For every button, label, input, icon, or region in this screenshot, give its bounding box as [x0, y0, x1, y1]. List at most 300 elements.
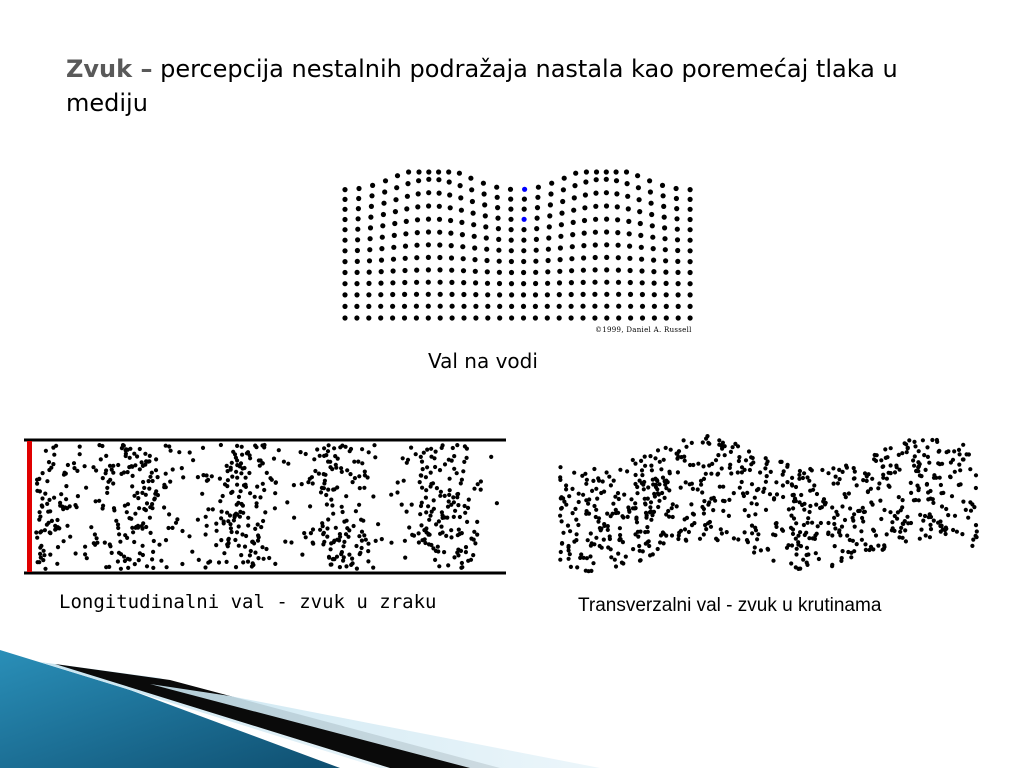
water-particle: [569, 315, 574, 320]
air-particles: [34, 443, 499, 571]
solid-particle: [959, 482, 963, 486]
solid-particle: [843, 518, 847, 522]
air-particle: [330, 503, 334, 507]
water-particle: [535, 205, 540, 210]
air-particle: [125, 510, 129, 514]
solid-particle: [774, 525, 778, 529]
air-particle: [396, 480, 400, 484]
solid-particle: [974, 473, 978, 477]
solid-particle: [888, 510, 892, 514]
air-particle: [438, 468, 442, 472]
water-particle: [638, 221, 643, 226]
water-particle: [521, 270, 526, 275]
water-particle: [449, 292, 454, 297]
water-particle: [355, 227, 360, 232]
water-particle: [426, 255, 431, 260]
air-particle: [449, 535, 453, 539]
transverse-wave-caption: Transverzalni val - zvuk u krutinama: [578, 595, 882, 616]
air-particle: [181, 475, 185, 479]
air-particle: [292, 483, 296, 487]
slide-title: [66, 52, 966, 120]
solid-particle: [918, 513, 922, 517]
solid-particle: [655, 487, 659, 491]
solid-particle: [720, 447, 724, 451]
water-particle: [468, 176, 473, 181]
water-particle: [649, 201, 654, 206]
air-particle: [76, 494, 80, 498]
air-particle: [329, 541, 333, 545]
air-particle: [38, 552, 42, 556]
air-particle: [455, 471, 459, 475]
air-particle: [129, 517, 133, 521]
solid-particle: [970, 544, 974, 548]
solid-particle: [921, 519, 925, 523]
water-particle: [404, 219, 409, 224]
solid-particle: [861, 478, 865, 482]
water-particle: [521, 248, 526, 253]
solid-particle: [890, 520, 894, 524]
solid-particle: [859, 529, 863, 533]
water-particle: [415, 204, 420, 209]
air-particle: [262, 557, 266, 561]
air-particle: [141, 544, 145, 548]
solid-particle: [661, 476, 665, 480]
water-particle: [580, 304, 585, 309]
air-particle: [325, 535, 329, 539]
air-particle: [89, 525, 93, 529]
water-particle: [637, 209, 642, 214]
solid-particle: [621, 540, 625, 544]
solid-particle: [622, 493, 626, 497]
solid-particle: [879, 517, 883, 521]
solid-particle: [716, 472, 720, 476]
solid-particle: [696, 487, 700, 491]
air-particle: [104, 471, 108, 475]
solid-particle: [652, 492, 656, 496]
water-particle: [676, 292, 681, 297]
air-particle: [312, 457, 316, 461]
air-particle: [357, 534, 361, 538]
air-particle: [425, 448, 429, 452]
water-particle: [675, 248, 680, 253]
water-particle: [664, 292, 669, 297]
water-particle: [368, 225, 373, 230]
solid-particle: [728, 466, 732, 470]
water-particle: [394, 185, 399, 190]
solid-particle: [812, 483, 816, 487]
solid-particle: [899, 508, 903, 512]
solid-particle: [966, 516, 970, 520]
air-particle: [222, 519, 226, 523]
air-particle: [348, 449, 352, 453]
air-particle: [105, 491, 109, 495]
water-particle: [688, 304, 693, 309]
solid-particle: [558, 514, 562, 518]
solid-particle: [911, 458, 915, 462]
solid-particle: [802, 508, 806, 512]
solid-particle: [826, 531, 830, 535]
solid-particle: [643, 530, 647, 534]
air-particle: [347, 553, 351, 557]
water-particle: [573, 171, 578, 176]
water-particle: [640, 315, 645, 320]
water-particle: [688, 292, 693, 297]
solid-particle: [855, 483, 859, 487]
solid-particle: [643, 464, 647, 468]
solid-particle: [905, 515, 909, 519]
solid-particle: [685, 516, 689, 520]
water-particle: [582, 231, 587, 236]
air-particle: [147, 487, 151, 491]
water-particle: [416, 178, 421, 183]
solid-particle: [709, 472, 713, 476]
solid-particle: [606, 524, 610, 528]
solid-particle: [919, 528, 923, 532]
air-particle: [151, 479, 155, 483]
air-particle: [229, 468, 233, 472]
air-particle: [409, 446, 413, 450]
air-particle: [249, 549, 253, 553]
solid-particle: [805, 563, 809, 567]
solid-particle: [575, 532, 579, 536]
air-particle: [140, 460, 144, 464]
solid-particle: [903, 441, 907, 445]
solid-particle: [664, 534, 668, 538]
solid-particle: [833, 526, 837, 530]
solid-particle: [885, 532, 889, 536]
water-particle: [561, 187, 566, 192]
solid-particle: [633, 506, 637, 510]
water-particle: [414, 280, 419, 285]
air-particle: [108, 542, 112, 546]
air-particle: [421, 467, 425, 471]
air-particle: [400, 503, 404, 507]
solid-particle: [738, 486, 742, 490]
air-particle: [424, 496, 428, 500]
longitudinal-wave-caption: Longitudinalni val - zvuk u zraku: [59, 591, 437, 613]
solid-particle: [901, 498, 905, 502]
air-particle: [444, 534, 448, 538]
water-particle: [628, 304, 633, 309]
air-particle: [148, 516, 152, 520]
air-particle: [428, 514, 432, 518]
solid-particle: [832, 522, 836, 526]
solid-particle: [808, 504, 812, 508]
solid-particle: [684, 538, 688, 542]
solid-particle: [568, 529, 572, 533]
air-particle: [169, 449, 173, 453]
air-particle: [325, 502, 329, 506]
solid-particle: [624, 555, 628, 559]
solid-particle: [925, 445, 929, 449]
air-particle: [40, 503, 44, 507]
solid-particle: [646, 485, 650, 489]
solid-particle: [634, 517, 638, 521]
air-particle: [148, 475, 152, 479]
water-particle: [483, 224, 488, 229]
solid-particle: [882, 543, 886, 547]
air-particle: [151, 550, 155, 554]
solid-particle: [946, 449, 950, 453]
solid-particle: [737, 459, 741, 463]
water-particle: [651, 269, 656, 274]
solid-particle: [675, 504, 679, 508]
air-particle: [350, 557, 354, 561]
air-particle: [38, 530, 42, 534]
solid-particle: [883, 447, 887, 451]
solid-particle: [643, 455, 647, 459]
water-particle: [688, 207, 693, 212]
air-particle: [467, 498, 471, 502]
solid-particle: [721, 485, 725, 489]
water-particle: [661, 193, 666, 198]
air-particle: [145, 564, 149, 568]
water-particle: [652, 315, 657, 320]
air-particle: [223, 482, 227, 486]
solid-particle: [924, 533, 928, 537]
solid-particle: [620, 561, 624, 565]
solid-particle: [633, 482, 637, 486]
solid-particle: [806, 552, 810, 556]
solid-particle: [568, 552, 572, 556]
water-particle: [570, 232, 575, 237]
water-particle: [382, 189, 387, 194]
water-particle: [594, 177, 599, 182]
solid-particle: [861, 506, 865, 510]
water-particle: [485, 304, 490, 309]
water-particle: [676, 304, 681, 309]
water-particle: [354, 292, 359, 297]
solid-particle: [846, 550, 850, 554]
solid-particle: [755, 537, 759, 541]
solid-particle: [879, 458, 883, 462]
solid-particle: [602, 522, 606, 526]
air-particle: [456, 553, 460, 557]
air-particle: [167, 444, 171, 448]
solid-particle: [830, 505, 834, 509]
water-particle: [354, 304, 359, 309]
solid-particle: [683, 527, 687, 531]
solid-particles: [558, 434, 979, 573]
solid-particle: [953, 470, 957, 474]
water-particle: [416, 169, 421, 174]
solid-particle: [889, 471, 893, 475]
solid-particle: [798, 567, 802, 571]
solid-particle: [641, 549, 645, 553]
air-particle: [101, 504, 105, 508]
solid-particle: [594, 508, 598, 512]
solid-particle: [806, 521, 810, 525]
air-particle: [93, 532, 97, 536]
air-particle: [65, 524, 69, 528]
solid-particle: [629, 497, 633, 501]
air-particle: [322, 472, 326, 476]
water-particle: [662, 225, 667, 230]
air-particle: [171, 467, 175, 471]
air-particle: [304, 452, 308, 456]
water-particle: [636, 185, 641, 190]
water-particle: [604, 304, 609, 309]
air-particle: [122, 555, 126, 559]
air-particle: [472, 530, 476, 534]
solid-particle: [856, 509, 860, 513]
air-particle: [322, 446, 326, 450]
air-particle: [402, 479, 406, 483]
solid-particle: [660, 491, 664, 495]
air-particle: [344, 494, 348, 498]
air-particle: [443, 462, 447, 466]
air-particle: [324, 493, 328, 497]
water-particle: [560, 199, 565, 204]
solid-particle: [802, 471, 806, 475]
air-particle: [323, 479, 327, 483]
water-particle: [497, 281, 502, 286]
solid-particle: [616, 491, 620, 495]
solid-particle: [702, 499, 706, 503]
water-particle: [497, 259, 502, 264]
air-particle: [116, 463, 120, 467]
solid-particle: [882, 508, 886, 512]
water-particle: [354, 315, 359, 320]
air-particle: [366, 475, 370, 479]
solid-particle: [710, 462, 714, 466]
solid-particle: [865, 479, 869, 483]
solid-particle: [852, 477, 856, 481]
solid-particle: [936, 461, 940, 465]
solid-particle: [840, 504, 844, 508]
water-particle: [592, 315, 597, 320]
air-particle: [299, 450, 303, 454]
solid-particle: [799, 493, 803, 497]
solid-particle: [747, 514, 751, 518]
solid-particle: [930, 438, 934, 442]
water-particle: [473, 269, 478, 274]
air-particle: [78, 452, 82, 456]
solid-particle: [968, 467, 972, 471]
solid-particle: [595, 497, 599, 501]
solid-particle: [721, 499, 725, 503]
solid-particle: [720, 466, 724, 470]
air-particle: [273, 491, 277, 495]
air-particle: [235, 483, 239, 487]
air-particle: [424, 488, 428, 492]
air-particle: [469, 558, 473, 562]
air-particle: [458, 532, 462, 536]
solid-particle: [577, 500, 581, 504]
air-particle: [62, 473, 66, 477]
air-particle: [128, 456, 132, 460]
water-particle: [378, 281, 383, 286]
solid-particle: [617, 538, 621, 542]
solid-particle: [633, 462, 637, 466]
solid-particle: [810, 521, 814, 525]
solid-particle: [764, 508, 768, 512]
air-particle: [372, 443, 376, 447]
solid-particle: [917, 449, 921, 453]
air-particle: [432, 507, 436, 511]
water-particle: [604, 203, 609, 208]
air-particle: [273, 506, 277, 510]
air-particle: [174, 521, 178, 525]
air-particle: [64, 484, 68, 488]
water-particle: [472, 245, 477, 250]
solid-particle: [633, 532, 637, 536]
air-particle: [157, 543, 161, 547]
air-particle: [336, 457, 340, 461]
air-particle: [205, 473, 209, 477]
air-particle: [211, 507, 215, 511]
solid-particle: [876, 486, 880, 490]
air-particle: [352, 460, 356, 464]
solid-particle: [897, 535, 901, 539]
air-particle: [345, 468, 349, 472]
solid-particle: [845, 466, 849, 470]
solid-particle: [951, 458, 955, 462]
water-particle: [342, 227, 347, 232]
solid-particle: [753, 526, 757, 530]
air-particle: [451, 446, 455, 450]
water-particle: [593, 230, 598, 235]
air-particle: [38, 510, 42, 514]
solid-particle: [819, 521, 823, 525]
air-particle: [356, 460, 360, 464]
air-particle: [443, 494, 447, 498]
solid-particle: [581, 493, 585, 497]
water-particle: [615, 217, 620, 222]
water-particle: [355, 270, 360, 275]
air-particle: [235, 530, 239, 534]
solid-particle: [736, 444, 740, 448]
solid-particle: [677, 531, 681, 535]
title-definition: percepcija nestalnih podražaja nastala kao poremećaj tlaka u mediju: [66, 55, 898, 117]
water-particle: [484, 258, 489, 263]
air-particle: [54, 444, 58, 448]
solid-particle: [670, 533, 674, 537]
air-particle: [360, 447, 364, 451]
solid-particle: [669, 448, 673, 452]
air-particle: [412, 534, 416, 538]
water-particle: [369, 193, 374, 198]
air-particle: [321, 532, 325, 536]
water-particle: [367, 270, 372, 275]
water-particle: [522, 207, 527, 212]
solid-particle: [600, 546, 604, 550]
solid-particle: [618, 468, 622, 472]
water-particle: [438, 304, 443, 309]
solid-particle: [929, 527, 933, 531]
water-particle: [392, 233, 397, 238]
air-particle: [253, 444, 257, 448]
solid-particle: [577, 492, 581, 496]
solid-particle: [700, 490, 704, 494]
solid-particle: [790, 483, 794, 487]
solid-particle: [709, 497, 713, 501]
solid-particle: [656, 491, 660, 495]
water-particle: [436, 177, 441, 182]
solid-particle: [569, 565, 573, 569]
solid-particle: [627, 508, 631, 512]
water-particle: [381, 212, 386, 217]
water-particle: [592, 280, 597, 285]
water-particle: [545, 269, 550, 274]
longitudinal-wave-animation: [24, 436, 508, 578]
water-particle: [370, 183, 375, 188]
water-particle: [437, 267, 442, 272]
solid-particle: [607, 475, 611, 479]
water-particle: [647, 178, 652, 183]
water-particle: [461, 256, 466, 261]
water-particle: [652, 304, 657, 309]
